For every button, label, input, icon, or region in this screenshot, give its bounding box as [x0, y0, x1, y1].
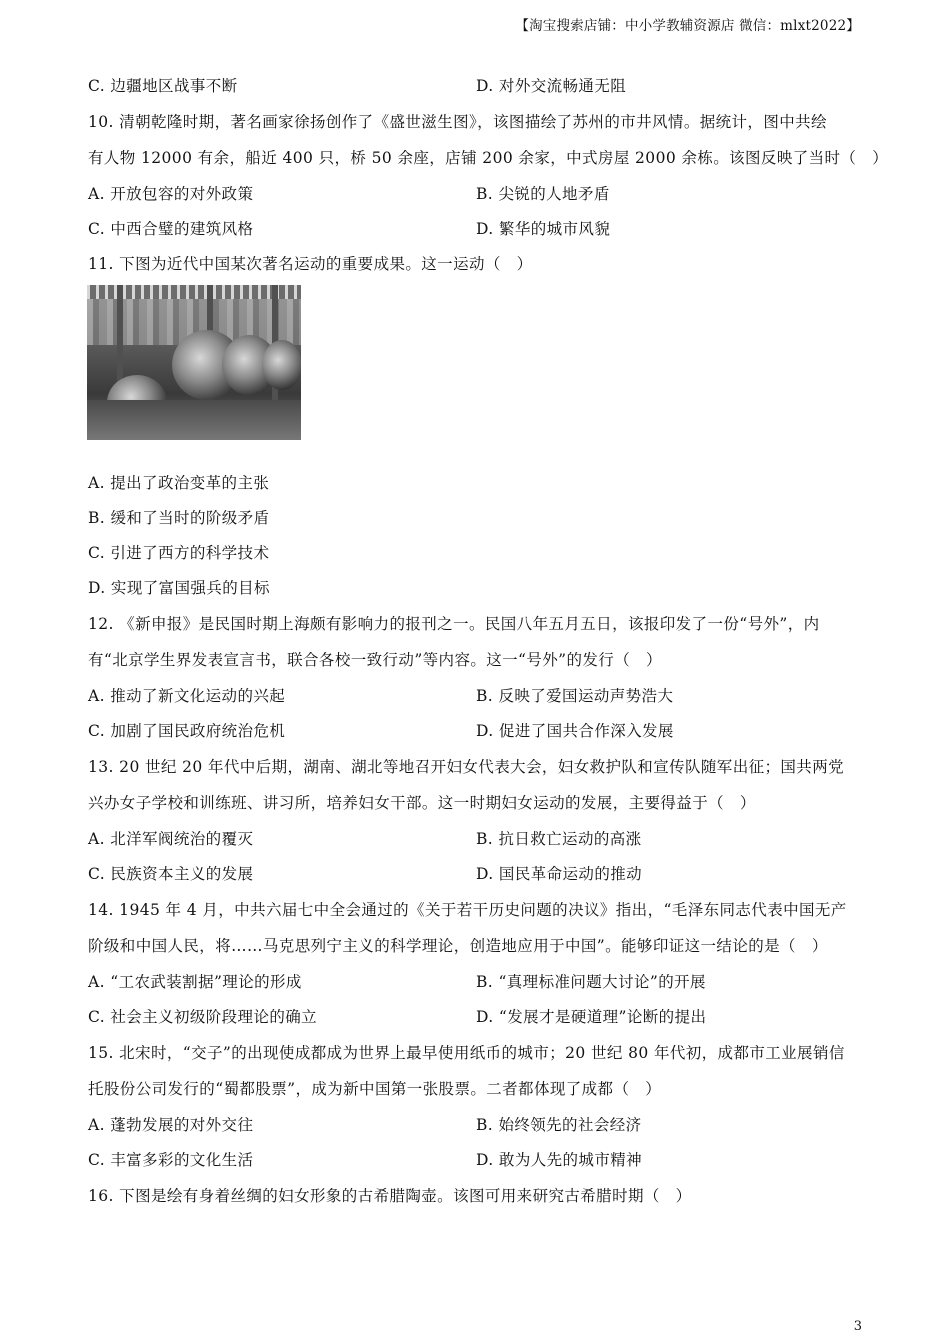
- q15-option-d: D. 敢为人先的城市精神: [476, 1151, 643, 1169]
- q14-stem-line1: 14. 1945 年 4 月，中共六届七中全会通过的《关于若干历史问题的决议》指出，“毛泽东同志代表中国无产: [88, 901, 847, 919]
- q14-option-c: C. 社会主义初级阶段理论的确立: [88, 1008, 318, 1026]
- page-header-watermark: 【淘宝搜索店铺：中小学教辅资源店 微信：mlxt2022】: [515, 18, 860, 34]
- q13-option-b: B. 抗日救亡运动的高涨: [476, 830, 642, 848]
- q9-option-c: C. 边疆地区战事不断: [88, 77, 238, 95]
- q14-option-a: A. “工农武装割据”理论的形成: [88, 973, 302, 991]
- q13-stem-line1: 13. 20 世纪 20 年代中后期，湖南、湖北等地召开妇女代表大会，妇女救护队和宣传队随军出征；国共两党: [88, 758, 845, 776]
- q15-stem-line2: 托股份公司发行的“蜀都股票”，成为新中国第一张股票。二者都体现了成都（ ）: [88, 1080, 662, 1098]
- q13-option-c: C. 民族资本主义的发展: [88, 865, 254, 883]
- q12-stem-line2: 有“北京学生界发表宣言书，联合各校一致行动”等内容。这一“号外”的发行（ ）: [88, 651, 662, 669]
- q11-option-c: C. 引进了西方的科学技术: [88, 544, 270, 562]
- q9-option-d: D. 对外交流畅通无阻: [476, 77, 627, 95]
- q10-stem-line1: 10. 清朝乾隆时期，著名画家徐扬创作了《盛世滋生图》，该图描绘了苏州的市井风情。据统计，图中共绘: [88, 113, 827, 131]
- q11-option-a: A. 提出了政治变革的主张: [88, 474, 270, 492]
- q10-option-b: B. 尖锐的人地矛盾: [476, 185, 610, 203]
- q15-option-b: B. 始终领先的社会经济: [476, 1116, 642, 1134]
- q12-stem-line1: 12. 《新申报》是民国时期上海颇有影响力的报刊之一。民国八年五月五日，该报印发了一份“号外”，内: [88, 615, 820, 633]
- q14-option-d: D. “发展才是硬道理”论断的提出: [476, 1008, 707, 1026]
- page-number: 3: [853, 1319, 862, 1334]
- q13-stem-line2: 兴办女子学校和训练班、讲习所，培养妇女干部。这一时期妇女运动的发展，主要得益于（ ）: [88, 794, 756, 812]
- q15-option-a: A. 蓬勃发展的对外交往: [88, 1116, 254, 1134]
- factory-machinery-photo: [87, 285, 301, 440]
- q11-option-b: B. 缓和了当时的阶级矛盾: [88, 509, 270, 527]
- q10-option-d: D. 繁华的城市风貌: [476, 220, 611, 238]
- q10-option-c: C. 中西合璧的建筑风格: [88, 220, 254, 238]
- q16-stem: 16. 下图是绘有身着丝绸的妇女形象的古希腊陶壶。该图可用来研究古希腊时期（ ）: [88, 1187, 692, 1205]
- q12-option-c: C. 加剧了国民政府统治危机: [88, 722, 286, 740]
- q10-stem-line2: 有人物 12000 有余，船近 400 只，桥 50 余座，店铺 200 余家，中式房屋 2000 余栋。该图反映了当时（ ）: [88, 149, 889, 167]
- q13-option-a: A. 北洋军阀统治的覆灭: [88, 830, 254, 848]
- q11-stem: 11. 下图为近代中国某次著名运动的重要成果。这一运动（ ）: [88, 255, 533, 273]
- q12-option-d: D. 促进了国共合作深入发展: [476, 722, 674, 740]
- q12-option-b: B. 反映了爱国运动声势浩大: [476, 687, 674, 705]
- q13-option-d: D. 国民革命运动的推动: [476, 865, 643, 883]
- q15-option-c: C. 丰富多彩的文化生活: [88, 1151, 254, 1169]
- q14-stem-line2: 阶级和中国人民，将……马克思列宁主义的科学理论，创造地应用于中国”。能够印证这一结论的是（ ）: [88, 937, 828, 955]
- q14-option-b: B. “真理标准问题大讨论”的开展: [476, 973, 706, 991]
- q10-option-a: A. 开放包容的对外政策: [88, 185, 254, 203]
- q12-option-a: A. 推动了新文化运动的兴起: [88, 687, 286, 705]
- q15-stem-line1: 15. 北宋时，“交子”的出现使成都成为世界上最早使用纸币的城市；20 世纪 80 年代初，成都市工业展销信: [88, 1044, 845, 1062]
- q11-option-d: D. 实现了富国强兵的目标: [88, 579, 270, 597]
